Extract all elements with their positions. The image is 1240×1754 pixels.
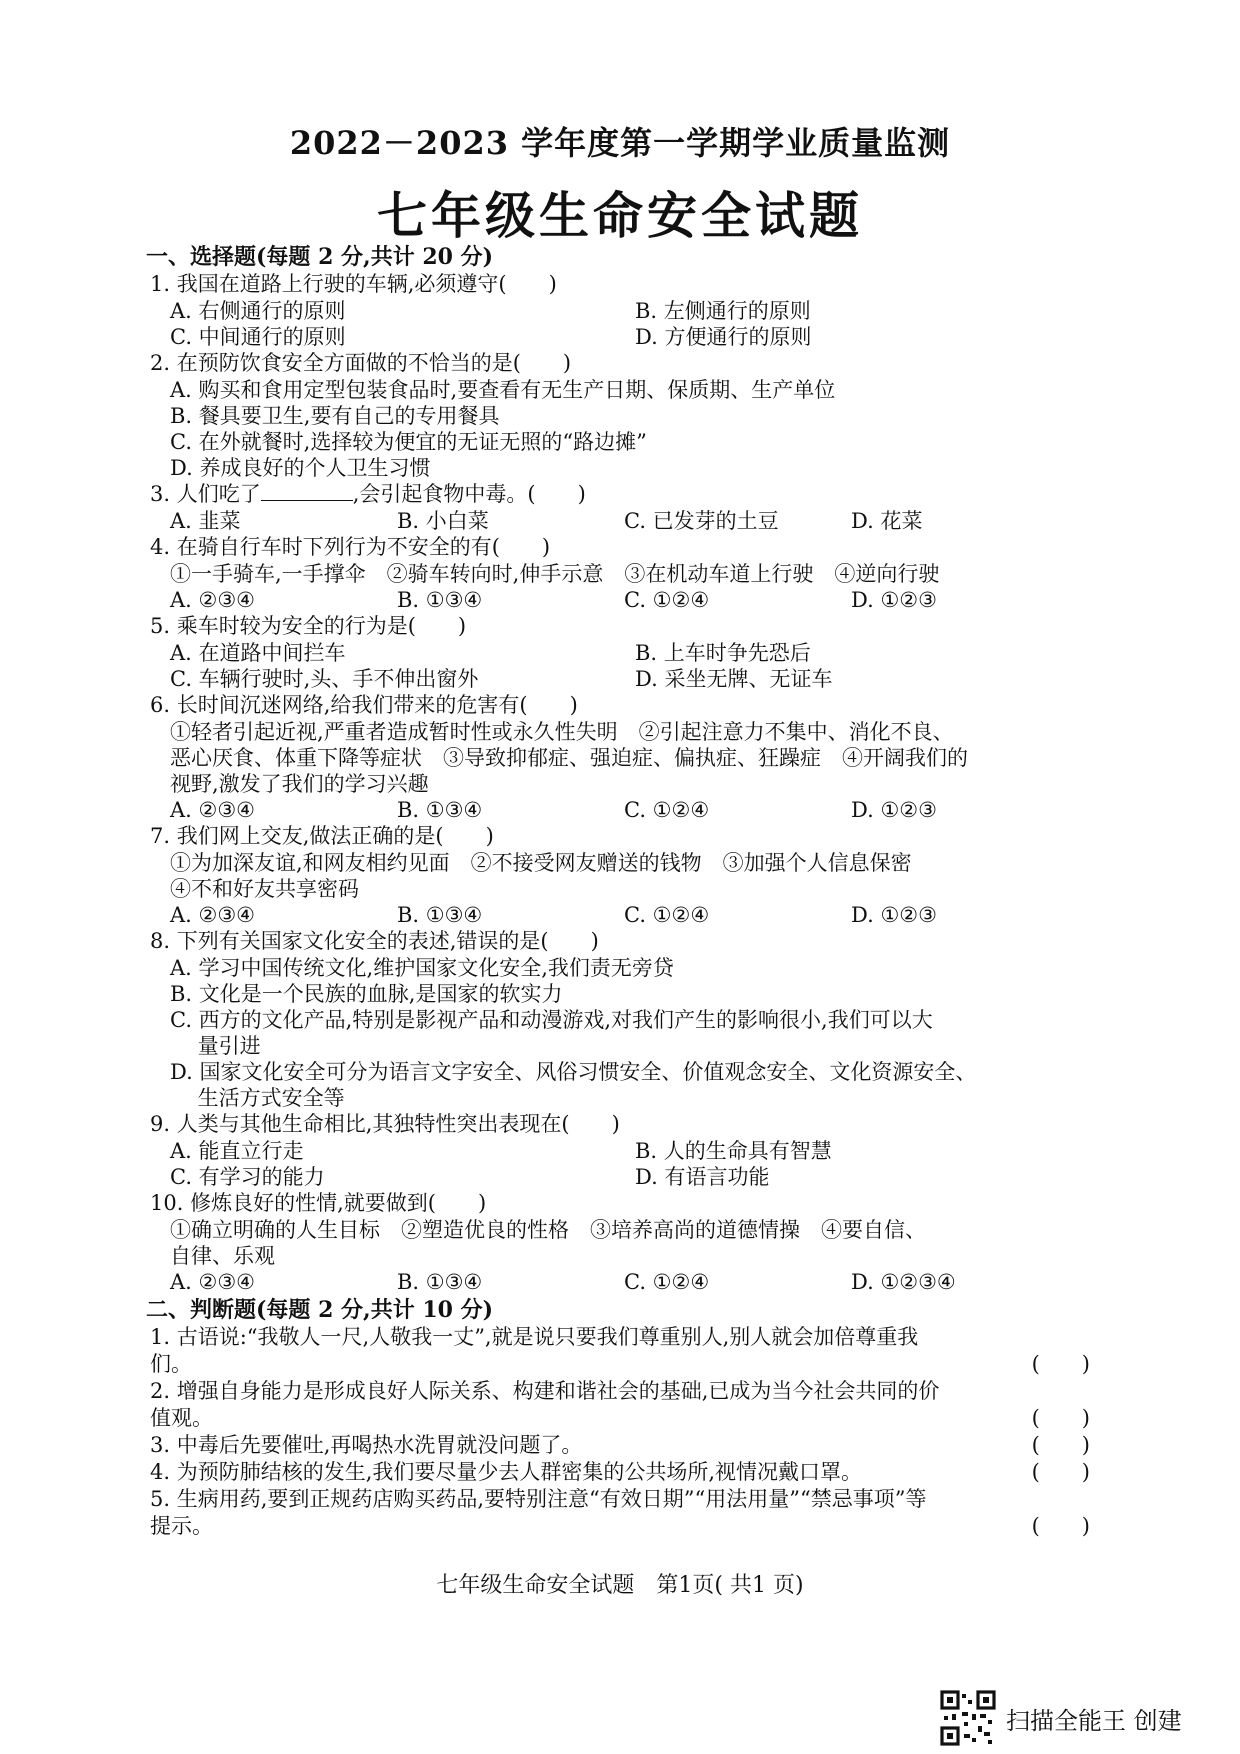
option-b: B. ①③④ (397, 588, 483, 612)
judge-text: 5. 生病用药,要到正规药店购买药品,要特别注意“有效日期”“用法用量”“禁忌事项”等 (150, 1487, 927, 1511)
question-1 (150, 271, 1090, 350)
section-heading-choice: 一、选择题(每题 2 分,共计 20 分) (146, 244, 494, 270)
question-items-line: ④不和好友共享密码 (170, 877, 359, 901)
option-c: C. 已发芽的土豆 (624, 509, 779, 533)
question-5 (150, 613, 1090, 692)
option-d: D. 采坐无牌、无证车 (635, 667, 833, 691)
judge-question-4 (150, 1459, 1090, 1486)
option-b: B. ①③④ (397, 1270, 483, 1294)
stem-before-blank: 3. 人们吃了 (150, 482, 261, 506)
option-b: B. ①③④ (397, 798, 483, 822)
option-c: C. ①②④ (624, 798, 710, 822)
answer-parentheses: ( ) (1031, 1352, 1090, 1376)
option-b: B. 餐具要卫生,要有自己的专用餐具 (170, 404, 500, 428)
scanner-watermark (940, 1690, 1182, 1746)
question-items-line: ①轻者引起近视,严重者造成暂时性或永久性失明 ②引起注意力不集中、消化不良、 (170, 720, 954, 744)
option-a: A. ②③④ (170, 1270, 255, 1294)
question-10 (150, 1190, 1090, 1295)
question-items-line: ①确立明确的人生目标 ②塑造优良的性格 ③培养高尚的道德情操 ④要自信、 (170, 1218, 926, 1242)
option-c: C. 中间通行的原则 (170, 325, 346, 349)
option-c: C. 在外就餐时,选择较为便宜的无证无照的“路边摊” (170, 430, 647, 454)
option-d: D. 花菜 (851, 509, 923, 533)
option-c: C. 有学习的能力 (170, 1165, 325, 1189)
option-c: C. ①②④ (624, 903, 710, 927)
option-d: D. 养成良好的个人卫生习惯 (170, 456, 431, 480)
judge-text: 值观。 (150, 1406, 213, 1430)
question-stem: 10. 修炼良好的性情,就要做到( ) (150, 1191, 487, 1215)
question-stem: 7. 我们网上交友,做法正确的是( ) (150, 824, 494, 848)
question-8 (150, 928, 1090, 1111)
question-stem: 6. 长时间沉迷网络,给我们带来的危害有( ) (150, 693, 578, 717)
question-4 (150, 534, 1090, 613)
option-b: B. ①③④ (397, 903, 483, 927)
option-line: C. 西方的文化产品,特别是影视产品和动漫游戏,对我们产生的影响很小,我们可以大 (170, 1008, 933, 1032)
option-a: A. 韭菜 (170, 509, 241, 533)
question-stem: 2. 在预防饮食安全方面做的不恰当的是( ) (150, 351, 572, 375)
judge-question-3 (150, 1432, 1090, 1459)
stem-after-blank: ,会引起食物中毒。( ) (352, 482, 586, 506)
option-line: A. 学习中国传统文化,维护国家文化安全,我们责无旁贷 (170, 956, 674, 980)
option-b: B. 左侧通行的原则 (635, 299, 811, 323)
judge-text: 1. 古语说:“我敬人一尺,人敬我一丈”,就是说只要我们尊重别人,别人就会加倍尊重我 (150, 1325, 919, 1349)
question-9 (150, 1111, 1090, 1190)
judge-text: 2. 增强自身能力是形成良好人际关系、构建和谐社会的基础,已成为当今社会共同的价 (150, 1379, 940, 1403)
judge-question-5 (150, 1486, 1090, 1540)
option-a: A. ②③④ (170, 903, 255, 927)
exam-title: 七年级生命安全试题 (377, 186, 863, 245)
question-3 (150, 481, 1090, 534)
option-c: C. 车辆行驶时,头、手不伸出窗外 (170, 667, 479, 691)
question-stem: 1. 我国在道路上行驶的车辆,必须遵守( ) (150, 272, 557, 296)
option-d: D. 有语言功能 (635, 1165, 770, 1189)
option-d: D. ①②③ (851, 588, 937, 612)
option-d: D. ①②③ (851, 903, 937, 927)
option-c: C. ①②④ (624, 1270, 710, 1294)
question-6 (150, 692, 1090, 823)
option-line: 量引进 (170, 1034, 261, 1058)
section-heading-judge: 二、判断题(每题 2 分,共计 10 分) (146, 1297, 494, 1323)
question-items-line: 视野,激发了我们的学习兴趣 (170, 772, 429, 796)
question-items-line: 自律、乐观 (170, 1244, 275, 1268)
qr-code-icon (940, 1690, 996, 1746)
option-line: D. 国家文化安全可分为语言文字安全、风俗习惯安全、价值观念安全、文化资源安全、 (170, 1060, 977, 1084)
option-b: B. 人的生命具有智慧 (635, 1139, 832, 1163)
judge-text: 们。 (150, 1352, 192, 1376)
question-items-line: ①为加深友谊,和网友相约见面 ②不接受网友赠送的钱物 ③加强个人信息保密 (170, 851, 912, 875)
judge-text: 4. 为预防肺结核的发生,我们要尽量少去人群密集的公共场所,视情况戴口罩。 (150, 1460, 863, 1484)
option-line: 生活方式安全等 (170, 1086, 345, 1110)
option-d: D. ①②③④ (851, 1270, 956, 1294)
option-a: A. ②③④ (170, 588, 255, 612)
option-a: A. 在道路中间拦车 (170, 641, 346, 665)
question-7 (150, 823, 1090, 928)
option-a: A. 右侧通行的原则 (170, 299, 346, 323)
question-stem (150, 481, 1090, 508)
option-a: A. 购买和食用定型包装食品时,要查看有无生产日期、保质期、生产单位 (170, 378, 836, 402)
option-a: A. ②③④ (170, 798, 255, 822)
question-stem: 4. 在骑自行车时下列行为不安全的有( ) (150, 535, 551, 559)
option-line: B. 文化是一个民族的血脉,是国家的软实力 (170, 982, 563, 1006)
option-d: D. 方便通行的原则 (635, 325, 812, 349)
page-footer: 七年级生命安全试题 第1页( 共1 页) (436, 1573, 804, 1598)
exam-subtitle: 2022－2023 学年度第一学期学业质量监测 (289, 124, 951, 162)
option-a: A. 能直立行走 (170, 1139, 304, 1163)
judge-question-1 (150, 1324, 1090, 1378)
question-items-line: 恶心厌食、体重下降等症状 ③导致抑郁症、强迫症、偏执症、狂躁症 ④开阔我们的 (170, 746, 968, 770)
question-stem: 9. 人类与其他生命相比,其独特性突出表现在( ) (150, 1112, 620, 1136)
fill-blank (261, 482, 353, 501)
exam-content (146, 244, 1090, 1540)
question-stem: 5. 乘车时较为安全的行为是( ) (150, 614, 467, 638)
answer-parentheses: ( ) (1031, 1514, 1090, 1538)
answer-parentheses: ( ) (1031, 1433, 1090, 1457)
question-items: ①一手骑车,一手撑伞 ②骑车转向时,伸手示意 ③在机动车道上行驶 ④逆向行驶 (170, 562, 940, 586)
judge-question-2 (150, 1378, 1090, 1432)
option-d: D. ①②③ (851, 798, 937, 822)
question-2 (150, 350, 1090, 481)
judge-text: 3. 中毒后先要催吐,再喝热水洗胃就没问题了。 (150, 1433, 583, 1457)
option-c: C. ①②④ (624, 588, 710, 612)
judge-text: 提示。 (150, 1514, 213, 1538)
answer-parentheses: ( ) (1031, 1460, 1090, 1484)
answer-parentheses: ( ) (1031, 1406, 1090, 1430)
watermark-text: 扫描全能王 创建 (1006, 1706, 1182, 1735)
option-b: B. 小白菜 (397, 509, 489, 533)
question-stem: 8. 下列有关国家文化安全的表述,错误的是( ) (150, 929, 599, 953)
option-b: B. 上车时争先恐后 (635, 641, 811, 665)
